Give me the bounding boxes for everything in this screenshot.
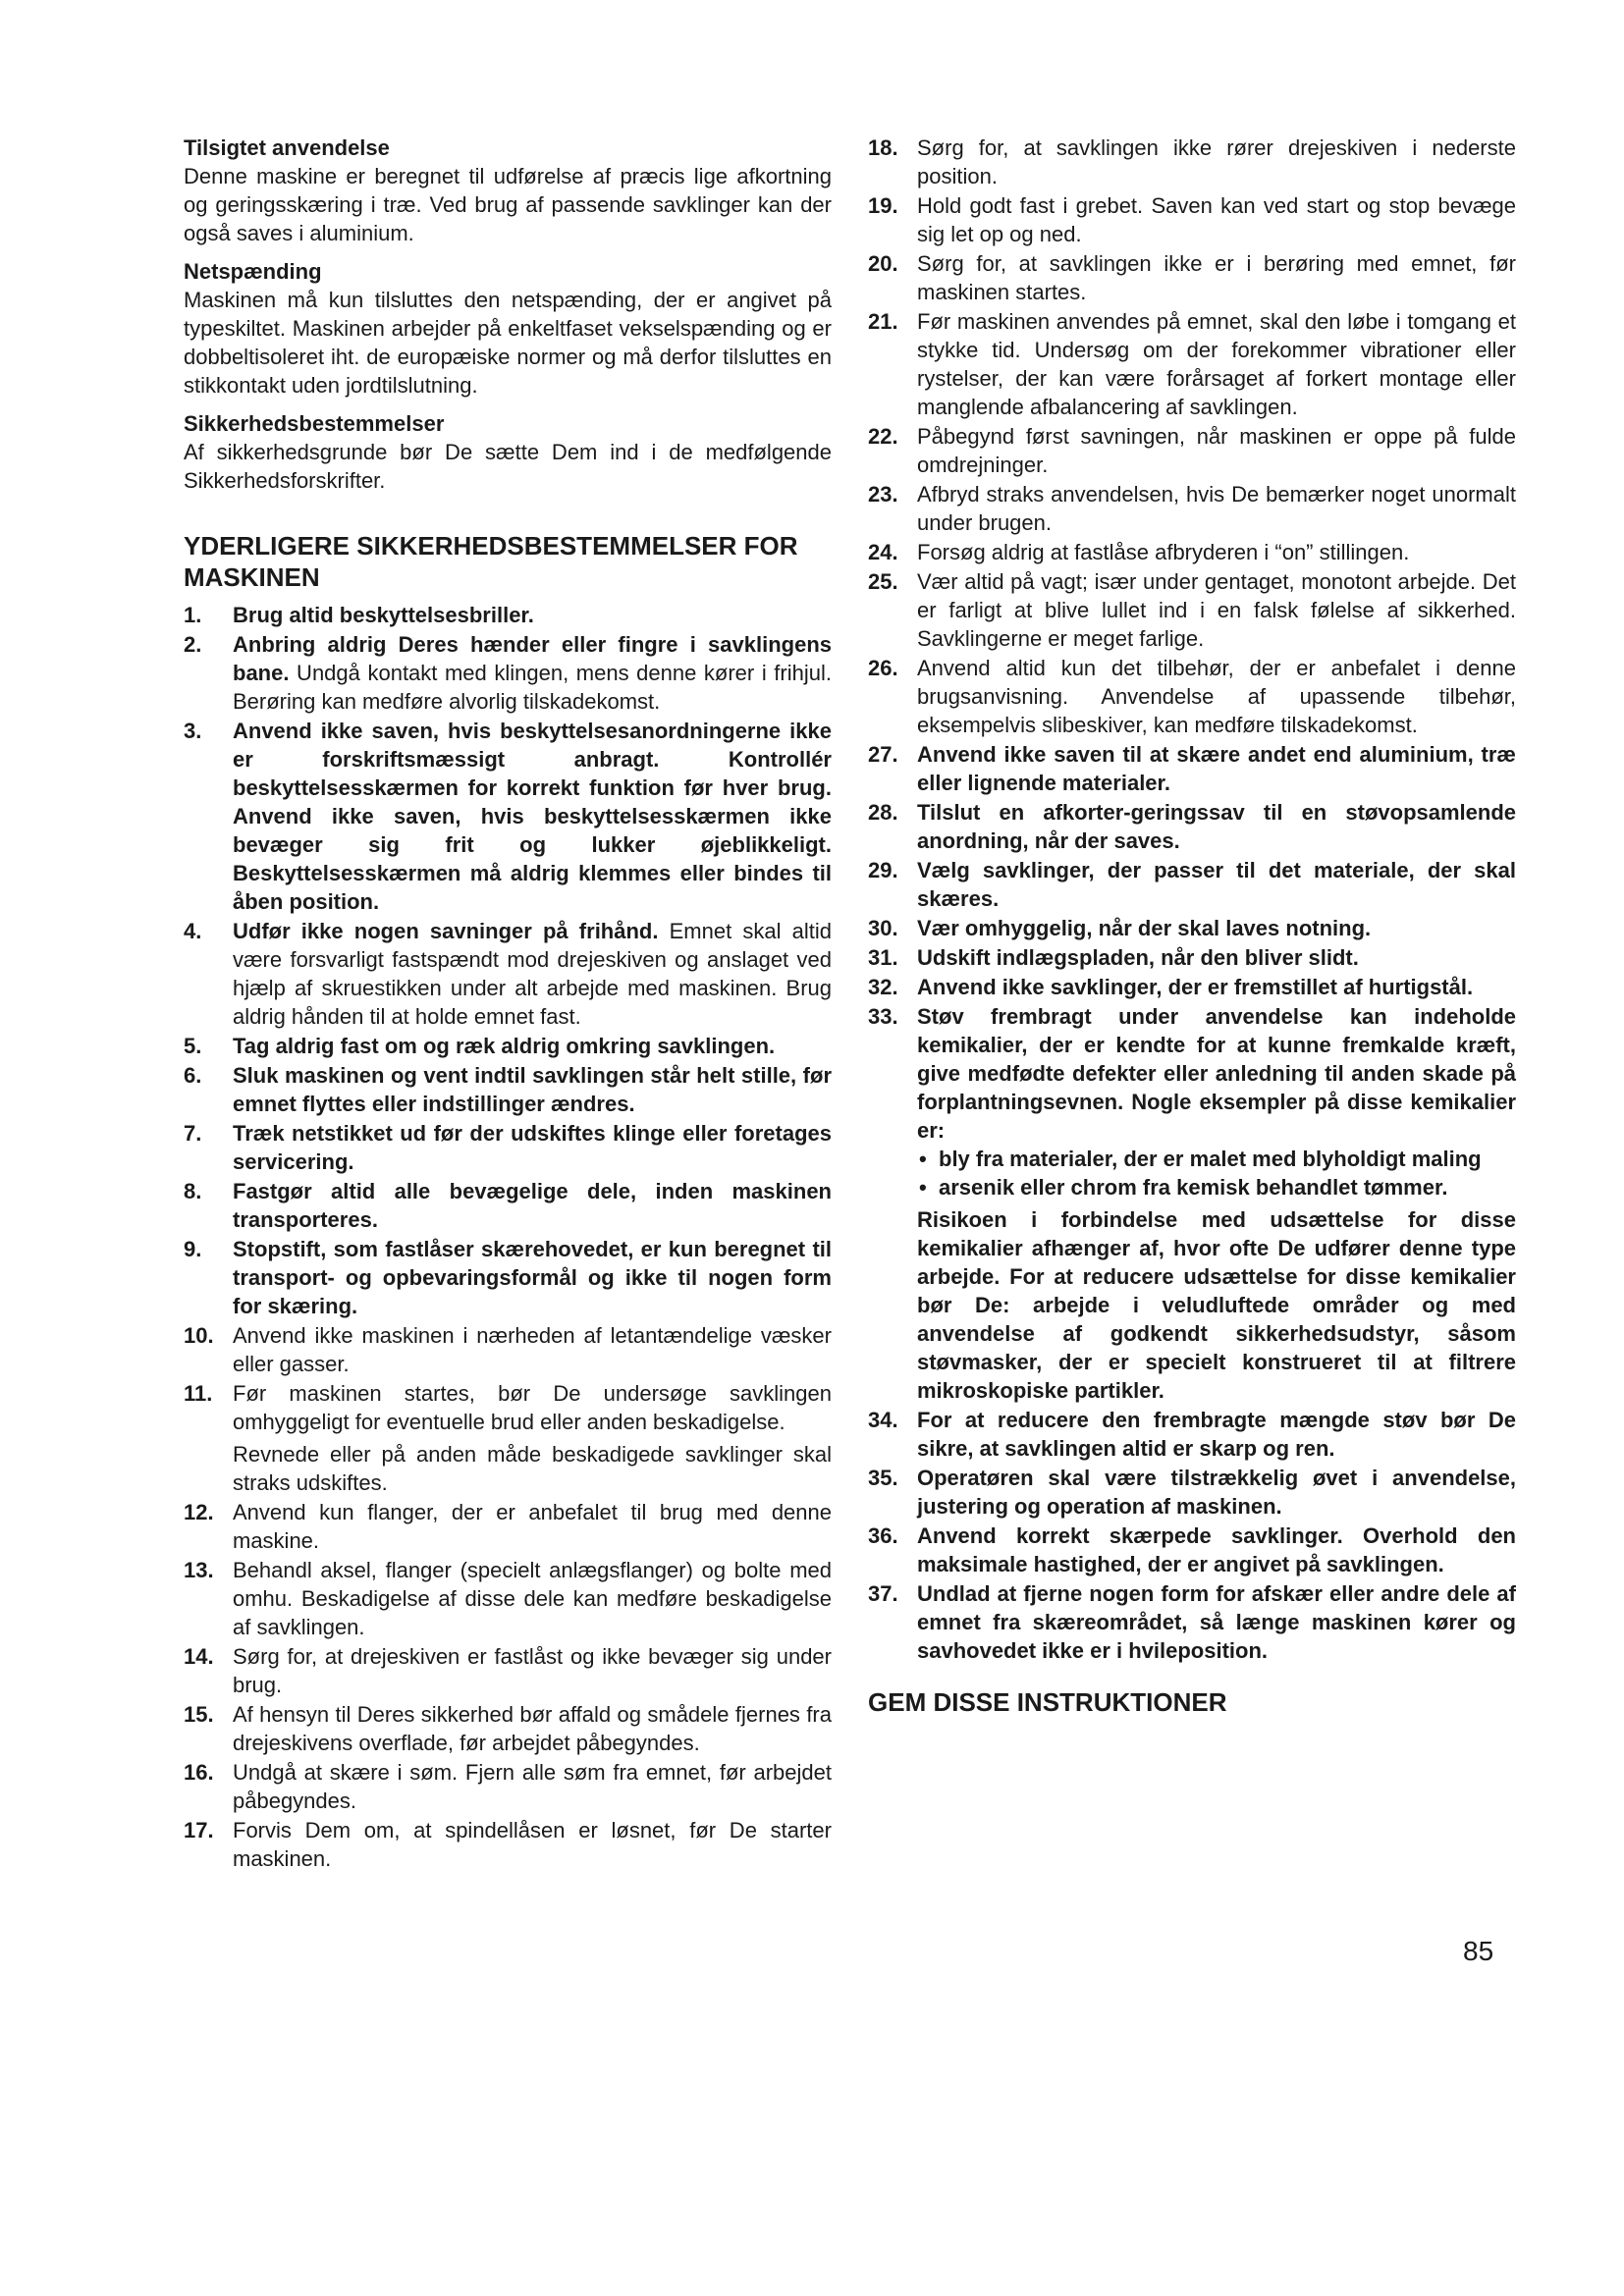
rule-text: Sørg for, at savklingen ikke rører drejeskiven i nederste position. — [917, 135, 1516, 188]
rule-number: 32. — [868, 975, 898, 999]
rule-item — [868, 943, 1516, 972]
page-number: 85 — [1463, 1936, 1494, 1966]
rule-number: 24. — [868, 540, 898, 564]
rule-item — [184, 1235, 832, 1320]
rule-bold-text: Tag aldrig fast om og ræk aldrig omkring savklingen. — [233, 1034, 776, 1058]
rule-item — [868, 191, 1516, 248]
rule-item — [868, 249, 1516, 306]
save-instructions-heading: GEM DISSE INSTRUKTIONER — [868, 1687, 1227, 1717]
rule-item — [184, 1032, 832, 1060]
rule-number: 12. — [184, 1500, 214, 1524]
rule-bold-text: Brug altid beskyttelsesbriller. — [233, 603, 534, 627]
rule-bold-text: Operatøren skal være tilstrækkelig øvet i anvendelse, justering og operation af maskinen. — [917, 1466, 1516, 1519]
rule-number: 35. — [868, 1466, 898, 1490]
rule-item — [184, 1700, 832, 1757]
rule-text: Vær altid på vagt; især under gentaget, monotont arbejde. Det er farligt at blive lullet ind i en falsk følelse af sikkerhed. Savklingerne er meget farlige. — [917, 569, 1516, 651]
rule-number: 16. — [184, 1760, 214, 1785]
rule-item — [184, 630, 832, 716]
rule-item — [184, 1379, 832, 1497]
left-rule-list — [184, 601, 832, 1873]
rule-bold-text: Stopstift, som fastlåser skærehovedet, er kun beregnet til transport- og opbevaringsformål og ikke til nogen form for skæring. — [233, 1237, 832, 1318]
rule-text: Anvend ikke maskinen i nærheden af letantændelige væsker eller gasser. — [233, 1323, 832, 1376]
rule-number: 10. — [184, 1323, 214, 1348]
rule-item — [868, 307, 1516, 421]
rule-bold-text: Vær omhyggelig, når der skal laves notning. — [917, 916, 1372, 940]
safety-text: Af sikkerhedsgrunde bør De sætte Dem ind i de medfølgende Sikkerhedsforskrifter. — [184, 440, 832, 493]
rule-bullet: • arsenik eller chrom fra kemisk behandlet tømmer. — [917, 1173, 1516, 1201]
rule-item — [184, 1177, 832, 1234]
rule-item — [868, 567, 1516, 653]
rule-number: 19. — [868, 193, 898, 218]
rule-item — [868, 1579, 1516, 1665]
power-supply-title: Netspænding — [184, 259, 322, 284]
rule-number: 23. — [868, 482, 898, 507]
right-column — [868, 133, 1516, 1726]
rule-bold-text: Anvend ikke saven, hvis beskyttelsesanordningerne ikke er forskriftsmæssigt anbragt. Kontrollér beskyttelsesskærmen for korrekt funktion før hver brug. Anvend ikke saven, hvis beskyttelsesskærmen ikke bevæger sig frit og lukker øjeblikkeligt. Beskyttelsesskærmen må aldrig klemmes eller bindes til åben position. — [233, 719, 832, 914]
rule-bold-text: Udfør ikke nogen savninger på frihånd. — [233, 919, 659, 943]
rule-item — [868, 856, 1516, 913]
additional-safety-heading: YDERLIGERE SIKKERHEDSBESTEMMELSER FOR MASKINEN — [184, 531, 798, 592]
rule-number: 5. — [184, 1034, 202, 1058]
rule-item — [868, 480, 1516, 537]
rule-number: 27. — [868, 742, 898, 767]
rule-item — [184, 917, 832, 1031]
rule-number: 17. — [184, 1818, 214, 1842]
rule-text: Før maskinen anvendes på emnet, skal den løbe i tomgang et stykke tid. Undersøg om der forekommer vibrationer eller rystelser, der kan være forårsaget af forkert montage eller manglende afbalancering af savklingen. — [917, 309, 1516, 419]
rule-number: 14. — [184, 1644, 214, 1669]
rule-number: 8. — [184, 1179, 202, 1203]
rule-bold-text: For at reducere den frembragte mængde støv bør De sikre, at savklingen altid er skarp og ren. — [917, 1408, 1516, 1461]
rule-text: Forsøg aldrig at fastlåse afbryderen i “on” stillingen. — [917, 540, 1410, 564]
rule-item — [184, 1119, 832, 1176]
rule-extra-text: Revnede eller på anden måde beskadigede savklinger skal straks udskiftes. — [233, 1442, 832, 1495]
rule-item — [868, 1464, 1516, 1521]
rule-item — [868, 914, 1516, 942]
right-rule-list — [868, 133, 1516, 1665]
rule-text: Undgå kontakt med klingen, mens denne kører i frihjul. Berøring kan medføre alvorlig tilskadekomst. — [233, 661, 832, 714]
rule-item — [868, 1522, 1516, 1578]
rule-item — [184, 1758, 832, 1815]
rule-number: 31. — [868, 945, 898, 970]
rule-text: Før maskinen startes, bør De undersøge savklingen omhyggeligt for eventuelle brud eller anden beskadigelse. — [233, 1381, 832, 1434]
rule-bold-text: Støv frembragt under anvendelse kan indeholde kemikalier, der er kendte for at kunne fremkalde kræft, give medfødte defekter eller anledning til anden skade på forplantningsevnen. Nogle eksempler på disse kemikalier er: — [917, 1004, 1516, 1143]
rule-item — [184, 1061, 832, 1118]
rule-text: Undgå at skære i søm. Fjern alle søm fra emnet, før arbejdet påbegyndes. — [233, 1760, 832, 1813]
rule-text: Sørg for, at drejeskiven er fastlåst og ikke bevæger sig under brug. — [233, 1644, 832, 1697]
rule-bold-text: Anvend ikke saven til at skære andet end aluminium, træ eller lignende materialer. — [917, 742, 1516, 795]
rule-number: 25. — [868, 569, 898, 594]
rule-text: Af hensyn til Deres sikkerhed bør affald og smådele fjernes fra drejeskivens overflade, før arbejdet påbegyndes. — [233, 1702, 832, 1755]
rule-bold-text: Sluk maskinen og vent indtil savklingen står helt stille, før emnet flyttes eller indstillinger ændres. — [233, 1063, 832, 1116]
rule-bold-text: Fastgør altid alle bevægelige dele, inden maskinen transporteres. — [233, 1179, 832, 1232]
rule-number: 13. — [184, 1558, 214, 1582]
power-supply-text: Maskinen må kun tilsluttes den netspænding, der er angivet på typeskiltet. Maskinen arbejder på enkeltfaset vekselspænding og er dobbeltisoleret iht. de europæiske normer og må derfor tilsluttes en stikkontakt uden jordtilslutning. — [184, 288, 832, 398]
rule-bold-text: Anbring aldrig Deres hænder eller fingre i savklingens bane. — [233, 632, 832, 685]
rule-item — [184, 1321, 832, 1378]
rule-bold-text: Vælg savklinger, der passer til det materiale, der skal skæres. — [917, 858, 1516, 911]
rule-bold-text: Udskift indlægspladen, når den bliver slidt. — [917, 945, 1359, 970]
left-column — [184, 133, 832, 1874]
rule-item — [184, 1642, 832, 1699]
rule-bullet: • bly fra materialer, der er malet med blyholdigt maling — [917, 1145, 1516, 1173]
rule-number: 21. — [868, 309, 898, 334]
rule-item — [184, 1556, 832, 1641]
rule-item — [184, 717, 832, 916]
rule-number: 18. — [868, 135, 898, 160]
rule-number: 1. — [184, 603, 202, 627]
rule-item — [868, 1406, 1516, 1463]
rule-number: 9. — [184, 1237, 202, 1261]
rule-text: Anvend kun flanger, der er anbefalet til brug med denne maskine. — [233, 1500, 832, 1553]
rule-number: 30. — [868, 916, 898, 940]
rule-text: Påbegynd først savningen, når maskinen er oppe på fulde omdrejninger. — [917, 424, 1516, 477]
rule-item — [868, 133, 1516, 190]
rule-item — [868, 740, 1516, 797]
rule-item — [868, 538, 1516, 566]
rule-bold-text: Anvend korrekt skærpede savklinger. Overhold den maksimale hastighed, der er angivet på savklingen. — [917, 1523, 1516, 1576]
rule-bold-text: Tilslut en afkorter-geringssav til en støvopsamlende anordning, når der saves. — [917, 800, 1516, 853]
rule-number: 15. — [184, 1702, 214, 1727]
intended-use-text: Denne maskine er beregnet til udførelse af præcis lige afkortning og geringsskæring i træ. Ved brug af passende savklinger kan der også saves i aluminium. — [184, 164, 832, 245]
rule-item — [868, 1002, 1516, 1405]
rule-number: 20. — [868, 251, 898, 276]
rule-text: Afbryd straks anvendelsen, hvis De bemærker noget unormalt under brugen. — [917, 482, 1516, 535]
rule-item — [868, 798, 1516, 855]
rule-number: 37. — [868, 1581, 898, 1606]
rule-number: 11. — [184, 1381, 213, 1406]
safety-title: Sikkerhedsbestemmelser — [184, 411, 445, 436]
rule-text: Anvend altid kun det tilbehør, der er anbefalet i denne brugsanvisning. Anvendelse af upassende tilbehør, eksempelvis slibeskiver, kan medføre tilskadekomst. — [917, 656, 1516, 737]
rule-text: Sørg for, at savklingen ikke er i berøring med emnet, før maskinen startes. — [917, 251, 1516, 304]
rule-number: 2. — [184, 632, 202, 657]
rule-item — [868, 654, 1516, 739]
rule-bold-text: Anvend ikke savklinger, der er fremstillet af hurtigstål. — [917, 975, 1474, 999]
rule-number: 22. — [868, 424, 898, 449]
rule-item — [184, 1498, 832, 1555]
rule-bold-text: Undlad at fjerne nogen form for afskær eller andre dele af emnet fra skæreområdet, så længe maskinen kører og savhovedet ikke er i hvileposition. — [917, 1581, 1516, 1663]
rule-number: 4. — [184, 919, 202, 943]
rule-item — [868, 422, 1516, 479]
rule-number: 34. — [868, 1408, 898, 1432]
intended-use-title: Tilsigtet anvendelse — [184, 135, 390, 160]
rule-number: 29. — [868, 858, 898, 882]
rule-number: 33. — [868, 1004, 898, 1029]
rule-text: Hold godt fast i grebet. Saven kan ved start og stop bevæge sig let op og ned. — [917, 193, 1516, 246]
rule-bold-text: Træk netstikket ud før der udskiftes klinge eller foretages servicering. — [233, 1121, 832, 1174]
rule-number: 6. — [184, 1063, 202, 1088]
rule-text: Behandl aksel, flanger (specielt anlægsflanger) og bolte med omhu. Beskadigelse af disse dele kan medføre beskadigelse af savklingen. — [233, 1558, 832, 1639]
rule-item — [184, 1816, 832, 1873]
rule-number: 3. — [184, 719, 202, 743]
rule-item — [184, 601, 832, 629]
rule-number: 28. — [868, 800, 898, 825]
rule-number: 7. — [184, 1121, 202, 1146]
rule-number: 36. — [868, 1523, 898, 1548]
rule-item — [868, 973, 1516, 1001]
rule-text: Forvis Dem om, at spindellåsen er løsnet, før De starter maskinen. — [233, 1818, 832, 1871]
rule-extra-bold-text: Risikoen i forbindelse med udsættelse for disse kemikalier afhænger af, hvor ofte De udfører denne type arbejde. For at reducere udsættelse for disse kemikalier bør De: arbejde i veludluftede områder og med anvendelse af godkendt sikkerhedsudstyr, såsom støvmasker, der er specielt konstrueret til at filtrere mikroskopiske partikler. — [917, 1207, 1516, 1403]
rule-text: Emnet skal altid være forsvarligt fastspændt mod drejeskiven og anslaget ved hjælp af skruestikken under alt arbejde med maskinen. Brug aldrig hånden til at holde emnet fast. — [233, 919, 832, 1029]
rule-number: 26. — [868, 656, 898, 680]
